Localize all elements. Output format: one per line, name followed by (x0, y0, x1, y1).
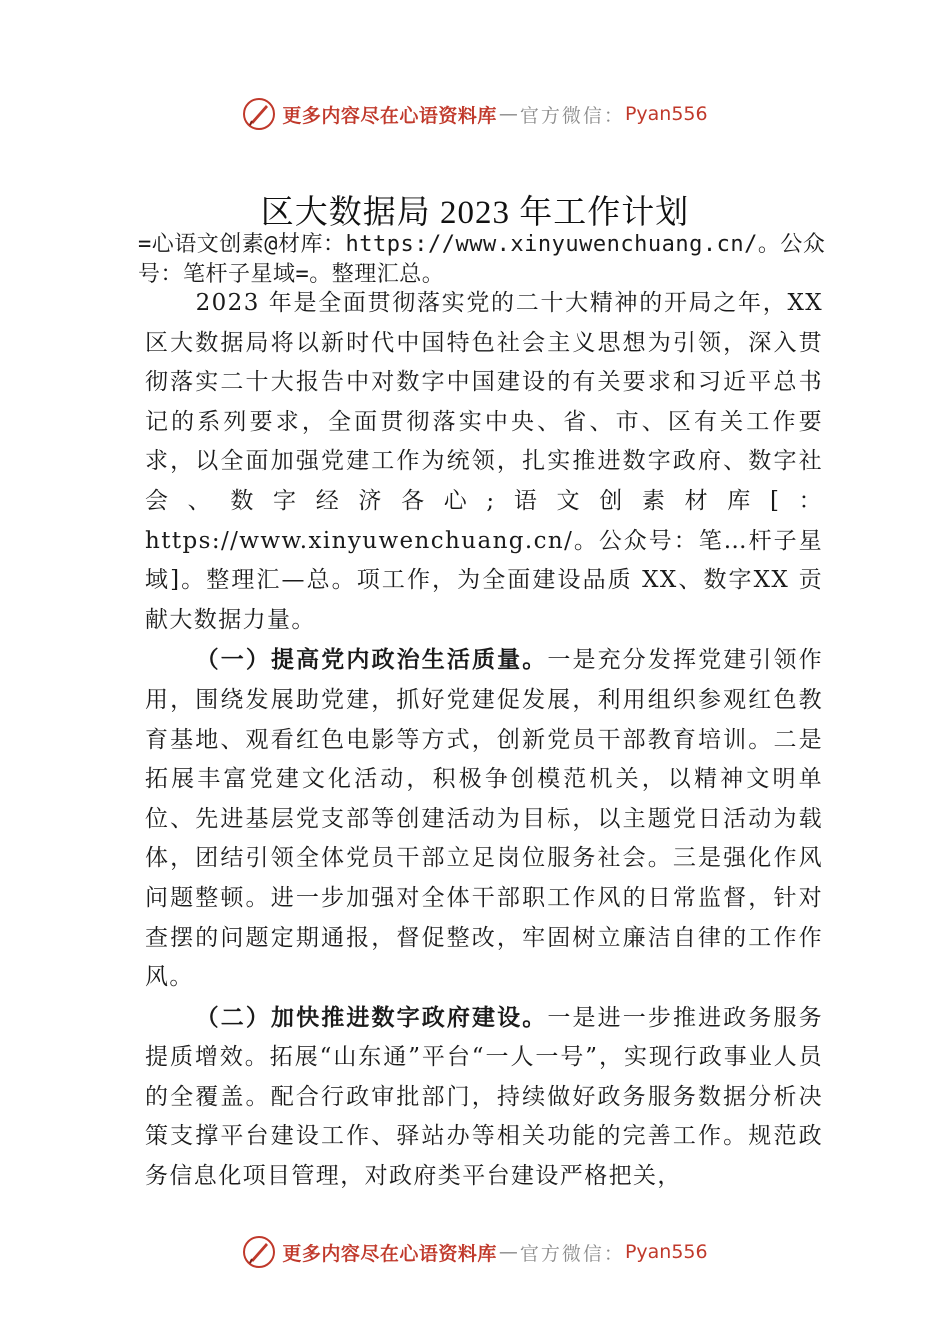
document-body (145, 283, 823, 1197)
paragraph-text: 2023 年是全面贯彻落实党的二十大精神的开局之年，XX 区大数据局将以新时代中国特色社会主义思想为引领，深入贯彻落实二十大报告中对数字中国建设的有关要求和习近平总书记的系列要求，全面贯彻落实中央、省、市、区有关工作要求，以全面加强党建工作为统领，扎实推进数字政府、数字社会、数字经济各心;语文创素材库[：https://www.xinyuwenchuang.cn/。公众号：笔…杆子星域]。整理汇—总。项工作，为全面建设品质 XX、数字XX 贡献大数据力量。 (145, 290, 823, 633)
paragraph-text: 一是进一步推进政务服务提质增效。拓展“山东通”平台“一人一号”，实现行政事业人员的全覆盖。配合行政审批部门，持续做好政务服务数据分析决策支撑平台建设工作、驿站办等相关功能的完善工作。规范政务信息化项目管理，对政府类平台建设严格把关， (145, 1004, 823, 1190)
banner-main-text: 更多内容尽在心语资料库 (282, 104, 497, 127)
paragraph (145, 998, 823, 1197)
banner-wechat-label: 官方微信： (519, 104, 625, 127)
footer-watermark-banner (0, 1232, 950, 1272)
paragraph-lead: （一）提高党内政治生活质量。 (195, 646, 548, 674)
quill-logo-icon (242, 97, 276, 131)
document-title: 区大数据局 2023 年工作计划 (260, 195, 690, 231)
banner-main-text: 更多内容尽在心语资料库 (282, 1242, 497, 1265)
paragraph (145, 640, 823, 997)
banner-wechat-label: 官方微信： (519, 1242, 625, 1265)
paragraph-text: 一是充分发挥党建引领作用，围绕发展助党建，抓好党建促发展，利用组织参观红色教育基地、观看红色电影等方式，创新党员干部教育培训。二是拓展丰富党建文化活动，积极争创模范机关，以精神文明单位、先进基层党支部等创建活动为目标，以主题党日活动为载体，团结引领全体党员干部立足岗位服务社会。三是强化作风问题整顿。进一步加强对全体干部职工作风的日常监督，针对查摆的问题定期通报，督促整改，牢固树立廉洁自律的工作作风。 (145, 647, 823, 991)
paragraph-lead: （二）加快推进数字政府建设。 (195, 1003, 548, 1031)
header-watermark-banner (0, 94, 950, 134)
banner-separator: — (498, 103, 518, 125)
banner-wechat-id: Pyan556 (624, 1241, 708, 1263)
source-note: =心语文创素@材库：https://www.xinyuwenchuang.cn/。公众号：笔杆子星域=。整理汇总。 (138, 232, 826, 287)
banner-wechat-id: Pyan556 (624, 103, 708, 125)
banner-separator: — (498, 1241, 518, 1263)
quill-logo-icon (242, 1235, 276, 1269)
paragraph (145, 283, 823, 640)
